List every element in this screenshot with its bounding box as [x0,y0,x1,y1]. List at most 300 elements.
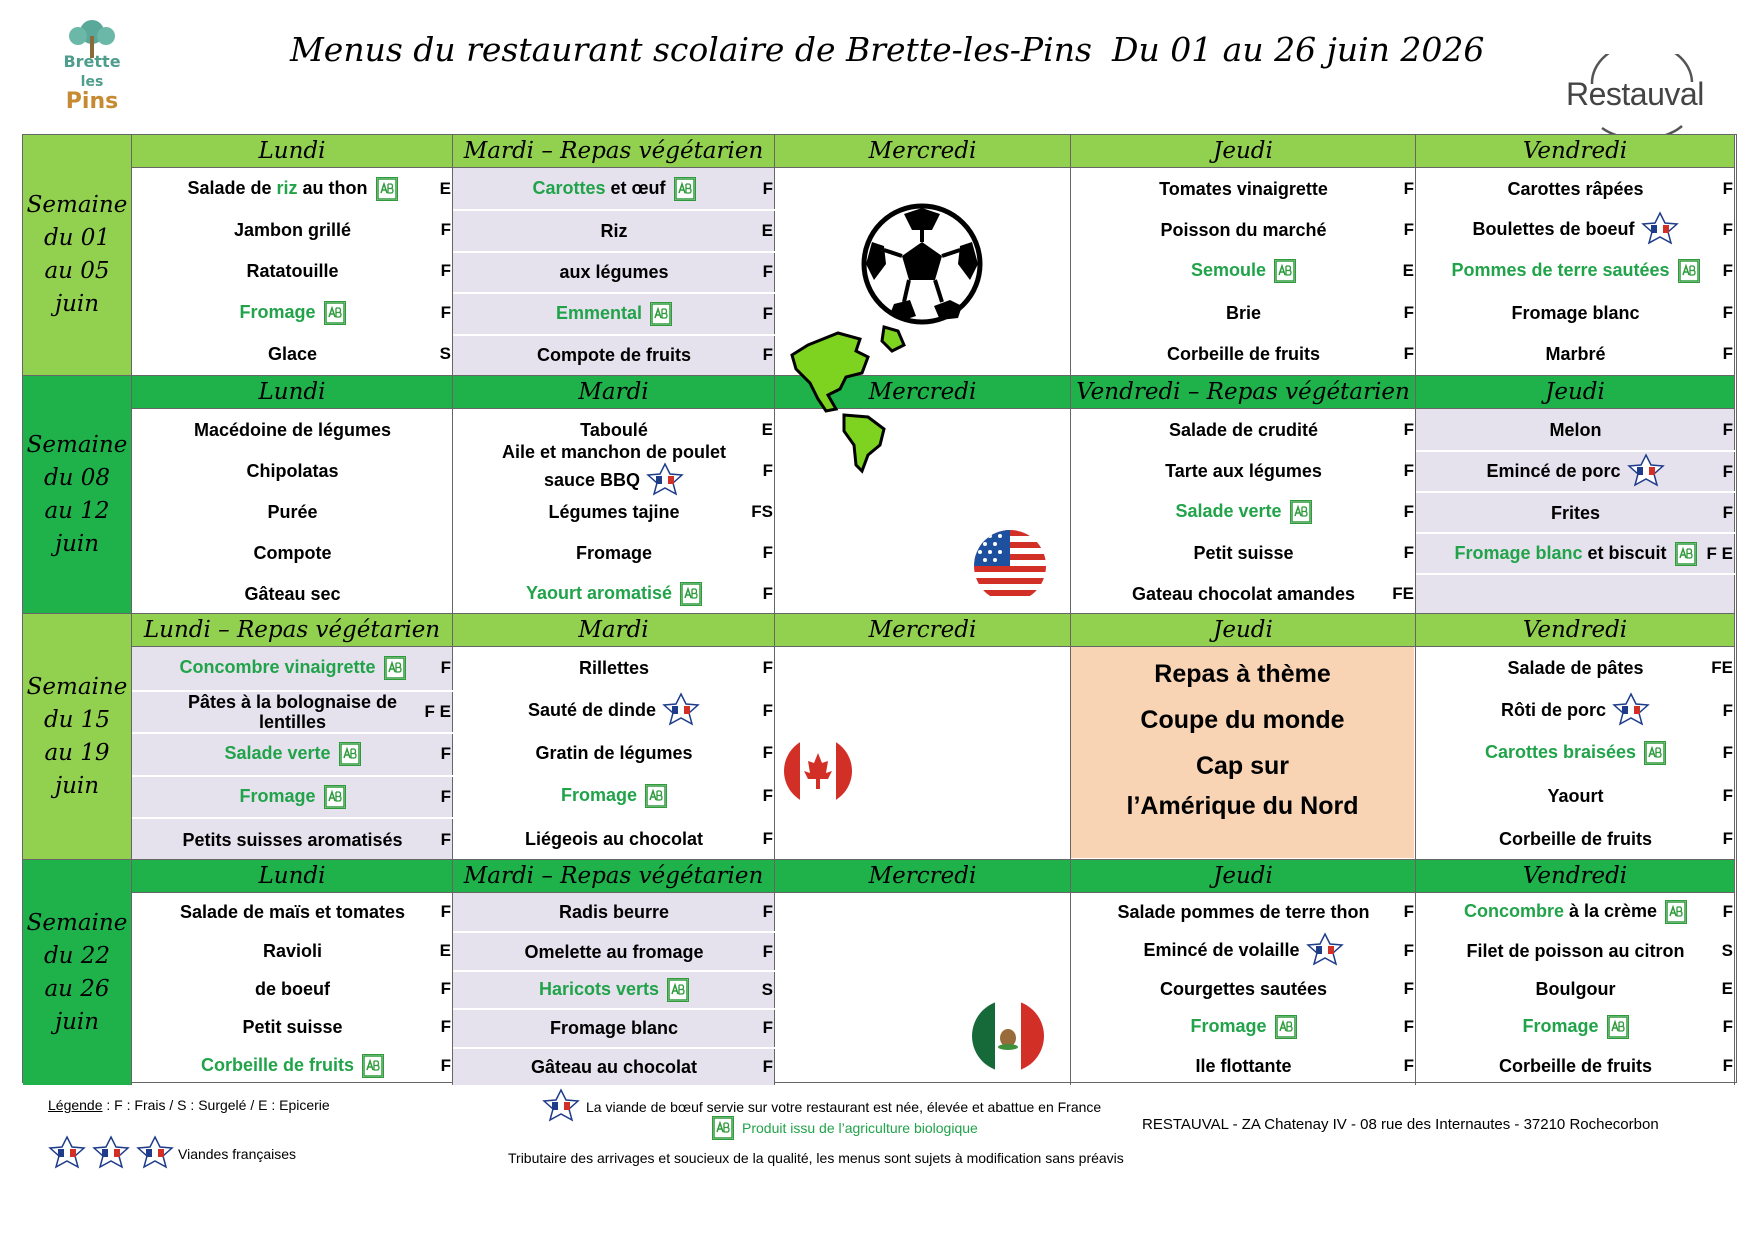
dish-text: aux légumes [559,262,669,283]
menu-item [132,573,453,614]
menu-item [132,409,453,450]
legend-boeuf-text: La viande de bœuf servie sur votre restaurant est née, élevée et abattue en France [586,1098,1102,1115]
dish-text: Boulettes de boeuf [1472,218,1635,239]
origin-code: F [1403,940,1414,960]
dish-text: Sauté de dinde [527,699,657,720]
dish-name [1458,900,1693,924]
dish-name [236,1017,348,1037]
dish-name [1501,179,1649,199]
day-menu [453,893,775,1085]
origin-code: F [1722,786,1733,806]
legend-bio [712,1116,978,1140]
origin-code: F [440,744,451,764]
origin-code: F [440,829,451,849]
menu-item [132,1008,453,1046]
dish-text: de boeuf [255,978,330,999]
week-label [23,376,132,614]
dish-name [522,692,706,730]
menu-item [1416,409,1735,450]
day-header: Lundi [132,376,453,409]
menu-item [132,532,453,573]
dish-name [1448,542,1702,566]
dish-name [555,784,673,808]
dish-text: et œuf [605,177,666,198]
day-header: Mardi – Repas végétarien [453,860,775,893]
day-menu [1416,409,1735,614]
dish-name [174,902,411,922]
dish-name [526,177,701,201]
bio-ab-icon [324,785,346,809]
dish-name [249,979,336,999]
dish-text: Melon [1549,419,1602,440]
day-menu [1071,409,1416,614]
dish-name [1187,543,1299,563]
menu-item [1071,893,1416,931]
dish-name [173,656,411,680]
dish-text: Carottes braisées [1484,742,1637,763]
menu-item [453,817,775,860]
origin-code: F [1722,828,1733,848]
week-label-line: juin [54,773,100,799]
dish-text: Concombre vinaigrette [179,657,376,678]
origin-code: E [1721,978,1733,998]
origin-code: F [1403,978,1414,998]
origin-code: FE [1392,583,1414,603]
dish-name [573,658,655,678]
dish-name [1493,829,1658,849]
menu-item [1416,690,1735,733]
bio-ab-icon [1274,259,1296,283]
dish-name [1220,303,1267,323]
origin-code: F [762,460,773,480]
week-label-line: au 19 [44,740,110,766]
day-header: Vendredi – Repas végétarien [1071,376,1416,409]
origin-code: F [440,978,451,998]
dish-name [1111,902,1375,922]
origin-code: F [762,583,773,603]
origin-code: F [1722,700,1733,720]
dish-text: Ratatouille [246,261,339,282]
dish-text: Pommes de terre sautées [1451,260,1670,281]
dish-text: Riz [600,221,628,242]
dish-name [1541,786,1609,806]
dish-text: Fromage [239,785,316,806]
dish-text: Corbeille de fruits [1498,828,1653,849]
bio-ab-icon [384,656,406,680]
menu-item [453,292,775,333]
dish-text: Liégeois au chocolat [524,828,704,849]
menu-item [1071,1047,1416,1085]
origin-code: F [762,262,773,282]
origin-code: F [762,658,773,678]
origin-code: F [1403,501,1414,521]
menu-item [132,775,453,818]
origin-code: F [762,786,773,806]
dish-name [518,942,709,962]
dish-text: Emmental [555,302,643,323]
menu-item [132,209,453,250]
dish-name [1161,344,1326,364]
menu-item [1071,209,1416,250]
logo-line-2: les [80,74,104,90]
viande-francaise-icon [1627,453,1665,491]
menu-item [453,251,775,292]
dish-name [1539,344,1611,364]
menu-item [1071,970,1416,1008]
restauval-logo-text: Restauval [1566,76,1704,112]
dish-text: Tomates vinaigrette [1159,178,1328,199]
dish-text: Carottes râpées [1507,178,1644,199]
origin-code: F E [424,701,451,721]
menu-item [1416,334,1735,375]
dish-name [218,742,366,766]
week-block [23,613,1735,859]
origin-code: F [762,303,773,323]
menu-item [1071,334,1416,375]
dish-text: Chipolatas [246,460,339,481]
dish-name [150,692,435,732]
menu-item [1416,970,1735,1008]
dish-name [1126,584,1361,604]
mexico-flag-icon [970,998,1046,1074]
dish-text: Radis beurre [558,902,670,923]
bio-ab-icon [650,302,672,326]
menu-item [453,732,775,775]
dish-name [542,502,685,522]
dish-text: Marbré [1545,344,1606,365]
day-menu [132,647,453,860]
day-header: Mercredi [775,376,1071,409]
menu-item [453,209,775,250]
dish-name [1501,658,1649,678]
legend-codes-text: : F : Frais / S : Surgelé / E : Epicerie [102,1097,330,1113]
theme-line: Coupe du monde [1071,701,1414,739]
week-label-line: du 22 [43,942,111,969]
menu-item [1071,409,1416,450]
menu-item [1416,893,1735,931]
day-header: Vendredi [1416,860,1735,893]
origin-code: F [1722,344,1733,364]
origin-code: F [1403,302,1414,322]
dish-name [574,420,654,440]
dish-text: Corbeille de fruits [1166,344,1321,365]
viande-francaise-icon [92,1135,130,1172]
origin-code: F [762,700,773,720]
dish-name [1153,179,1334,199]
dish-name [240,461,344,481]
menu-item [1071,573,1416,614]
origin-code: F [762,542,773,562]
dish-text: et biscuit [1582,542,1667,563]
menu-item [1416,168,1735,209]
menu-item [132,450,453,491]
viande-francaise-icon [136,1135,174,1172]
origin-code: F [1403,178,1414,198]
origin-code: F [762,941,773,961]
origin-code: F [1722,902,1733,922]
origin-code: F [1722,178,1733,198]
dish-name [1163,420,1324,440]
menu-item [453,775,775,818]
dish-text: Taboulé [580,419,648,440]
bio-ab-icon [1275,1015,1297,1039]
dish-text: Fromage blanc [1454,542,1583,563]
menu-item [1416,209,1735,250]
day-header: Jeudi [1071,860,1416,893]
brette-les-pins-logo [42,18,142,114]
day-header: Jeudi [1071,135,1416,168]
dish-name [1516,1015,1634,1039]
dish-text: Purée [267,501,318,522]
dish-text: Concombre [1463,900,1564,921]
dish-name [550,302,678,326]
dish-text: Haricots verts [538,978,660,999]
viande-francaise-icon [1306,932,1344,970]
menu-item [453,573,775,614]
dish-name [1159,461,1328,481]
dish-text: Frites [1550,502,1601,523]
dish-text: Ravioli [262,940,323,961]
origin-code: F [1722,743,1733,763]
day-menu [453,647,775,860]
dish-text: Carottes [532,177,606,198]
dish-text: Petit suisse [242,1017,343,1038]
day-header: Lundi [132,860,453,893]
dish-text: riz [276,177,298,198]
week-label-line: juin [54,291,100,317]
dish-name [553,262,674,282]
menu-item [1071,1008,1416,1046]
bio-ab-icon [1644,741,1666,765]
dish-text: Ile flottante [1195,1055,1292,1076]
logo-line-1: Brette [63,52,121,71]
day-header: Vendredi [1416,614,1735,647]
dish-text: Macédoine de légumes [193,419,392,440]
bio-ab-icon [645,784,667,808]
viande-francaise-icon [1612,692,1650,730]
dish-text: Emincé de volaille [1143,939,1300,960]
dish-name [181,177,403,201]
origin-code: F [1722,220,1733,240]
dish-text: Salade pommes de terre thon [1117,902,1370,923]
dish-text: Jambon grillé [233,220,352,241]
dish-text: Petit suisse [1193,542,1294,563]
dish-name [261,502,323,522]
dish-name [1445,259,1705,283]
origin-code: F [1403,1017,1414,1037]
origin-code: F [762,1056,773,1076]
menu-item [453,931,775,969]
menu-item [1416,1008,1735,1046]
menu-item [453,647,775,690]
dish-text: Rillettes [578,658,650,679]
dish-name [1544,420,1608,440]
menu-item [1416,732,1735,775]
origin-code: F [1403,542,1414,562]
day-menu [1416,647,1735,860]
dish-text: Légumes tajine [548,501,680,522]
dish-text: Fromage [239,301,316,322]
origin-code: F [1722,302,1733,322]
theme-line: Cap sur [1071,747,1414,785]
dish-text: Fromage [560,784,638,805]
canada-flag-icon [782,735,854,807]
dish-name [1466,211,1684,249]
origin-code: F [762,828,773,848]
origin-code: F [762,1018,773,1038]
dish-name [531,345,697,365]
dish-text: Emincé de porc [1486,460,1621,481]
day-menu [132,409,453,614]
dish-text: Yaourt [1547,786,1604,807]
menu-item [132,817,453,860]
menu-item [132,251,453,292]
dish-text: Salade de crudité [1168,419,1319,440]
dish-name [248,543,338,563]
week-label-line: Semaine [26,674,128,700]
dish-name [1479,741,1672,765]
dish-text: Salade de [187,177,277,198]
menu-item [1416,491,1735,532]
menu-item [453,1047,775,1085]
dish-text: Corbeille de fruits [1498,1055,1653,1076]
day-menu [132,893,453,1085]
dish-name [176,830,408,850]
origin-code: F [1722,502,1733,522]
dish-text: Gâteau au chocolat [530,1056,698,1077]
theme-line: Repas à thème [1071,655,1414,693]
day-menu [1071,168,1416,375]
dish-name [228,220,357,240]
dish-text: Courgettes sautées [1159,978,1328,999]
origin-code: FS [751,501,773,521]
week-label-line: du 08 [43,465,111,491]
bio-ab-icon [680,582,702,606]
menu-item [453,491,775,532]
dish-text: Fromage blanc [549,1018,679,1039]
theme-meal-box [1071,647,1414,858]
dish-name [519,829,709,849]
dish-name [553,902,675,922]
origin-code: F [440,787,451,807]
week-label-line: Semaine [26,909,128,936]
dish-name [257,941,328,961]
dish-name [238,584,346,604]
week-label [23,135,132,375]
menu-item [453,334,775,375]
menu-item [132,732,453,775]
dish-name [529,743,698,763]
menu-item [453,690,775,733]
viande-francaise-icon [1641,211,1679,249]
soccer-ball-icon [860,202,985,327]
menu-item [132,931,453,969]
dish-text: Filet de poisson au citron [1466,940,1685,961]
dish-text: Yaourt aromatisé [525,582,673,603]
dish-text: Fromage blanc [1511,302,1640,323]
menu-item [1071,532,1416,573]
address: RESTAUVAL - ZA Chatenay IV - 08 rue des Internautes - 37210 Rochecorbon [1142,1116,1659,1133]
dish-text: Glace [267,344,318,365]
dish-name [570,543,658,563]
day-header: Mardi [453,376,775,409]
dish-name [1545,503,1606,523]
origin-code: F [440,1055,451,1075]
dish-text: Tarte aux légumes [1165,460,1322,481]
day-menu [1416,168,1735,375]
viande-francaise-icon [662,692,700,730]
dish-name [240,261,344,281]
origin-code: F [1403,460,1414,480]
day-menu [453,168,775,375]
origin-code: F [762,743,773,763]
bio-ab-icon [1290,500,1312,524]
dish-name [1137,932,1349,970]
dish-text: Compote de fruits [536,345,691,366]
dish-text: Gateau chocolat amandes [1131,583,1356,604]
week-block [23,859,1735,1084]
dish-text: Gâteau sec [244,583,341,604]
dish-text: Gratin de légumes [535,743,693,764]
dish-text: Rôti de porc [1500,699,1606,720]
dish-name [1480,453,1670,491]
origin-code: F [440,1017,451,1037]
menu-item [1416,647,1735,690]
bio-ab-icon [1665,900,1687,924]
disclaimer: Tributaire des arrivages et soucieux de la qualité, les menus sont sujets à modification sans préavis [508,1150,1124,1166]
origin-code: S [1721,940,1733,960]
bio-ab-icon [1675,542,1697,566]
origin-code: E [761,221,773,241]
origin-code: F [1403,344,1414,364]
origin-code: F [1403,1055,1414,1075]
origin-code: F [762,345,773,365]
menu-item [453,441,775,491]
dish-text: Compote [253,542,332,563]
dish-text: Corbeille de fruits [200,1054,355,1075]
restauval-logo [1562,54,1712,134]
dish-text: Fromage [1522,1016,1599,1037]
logo-line-3: Pins [65,89,119,114]
dish-name [1154,220,1332,240]
origin-code: E [761,419,773,439]
menu-item [1071,251,1416,292]
week-label [23,860,132,1085]
dish-name [188,420,397,440]
legend-label: Légende [48,1097,103,1113]
day-header: Mardi [453,614,775,647]
dish-text: Pâtes à la bolognaise de lentilles [187,691,398,732]
week-label-line: Semaine [26,192,128,218]
dish-name [1460,941,1690,961]
menu-item [1416,251,1735,292]
week-label [23,614,132,860]
week-label-line: Semaine [26,432,128,458]
origin-code: F [1722,261,1733,281]
origin-code: F [440,902,451,922]
dish-text: Salade verte [1175,500,1282,521]
week-label-line: juin [54,531,100,557]
menu-item [1416,931,1735,969]
origin-code: F [1403,902,1414,922]
bio-ab-icon [1678,259,1700,283]
menu-item [132,647,453,690]
origin-code: F [1722,419,1733,439]
bio-ab-icon [362,1054,384,1078]
dish-text: Salade de maïs et tomates [179,902,406,923]
menu-item [1071,450,1416,491]
dish-text: au thon [297,177,368,198]
